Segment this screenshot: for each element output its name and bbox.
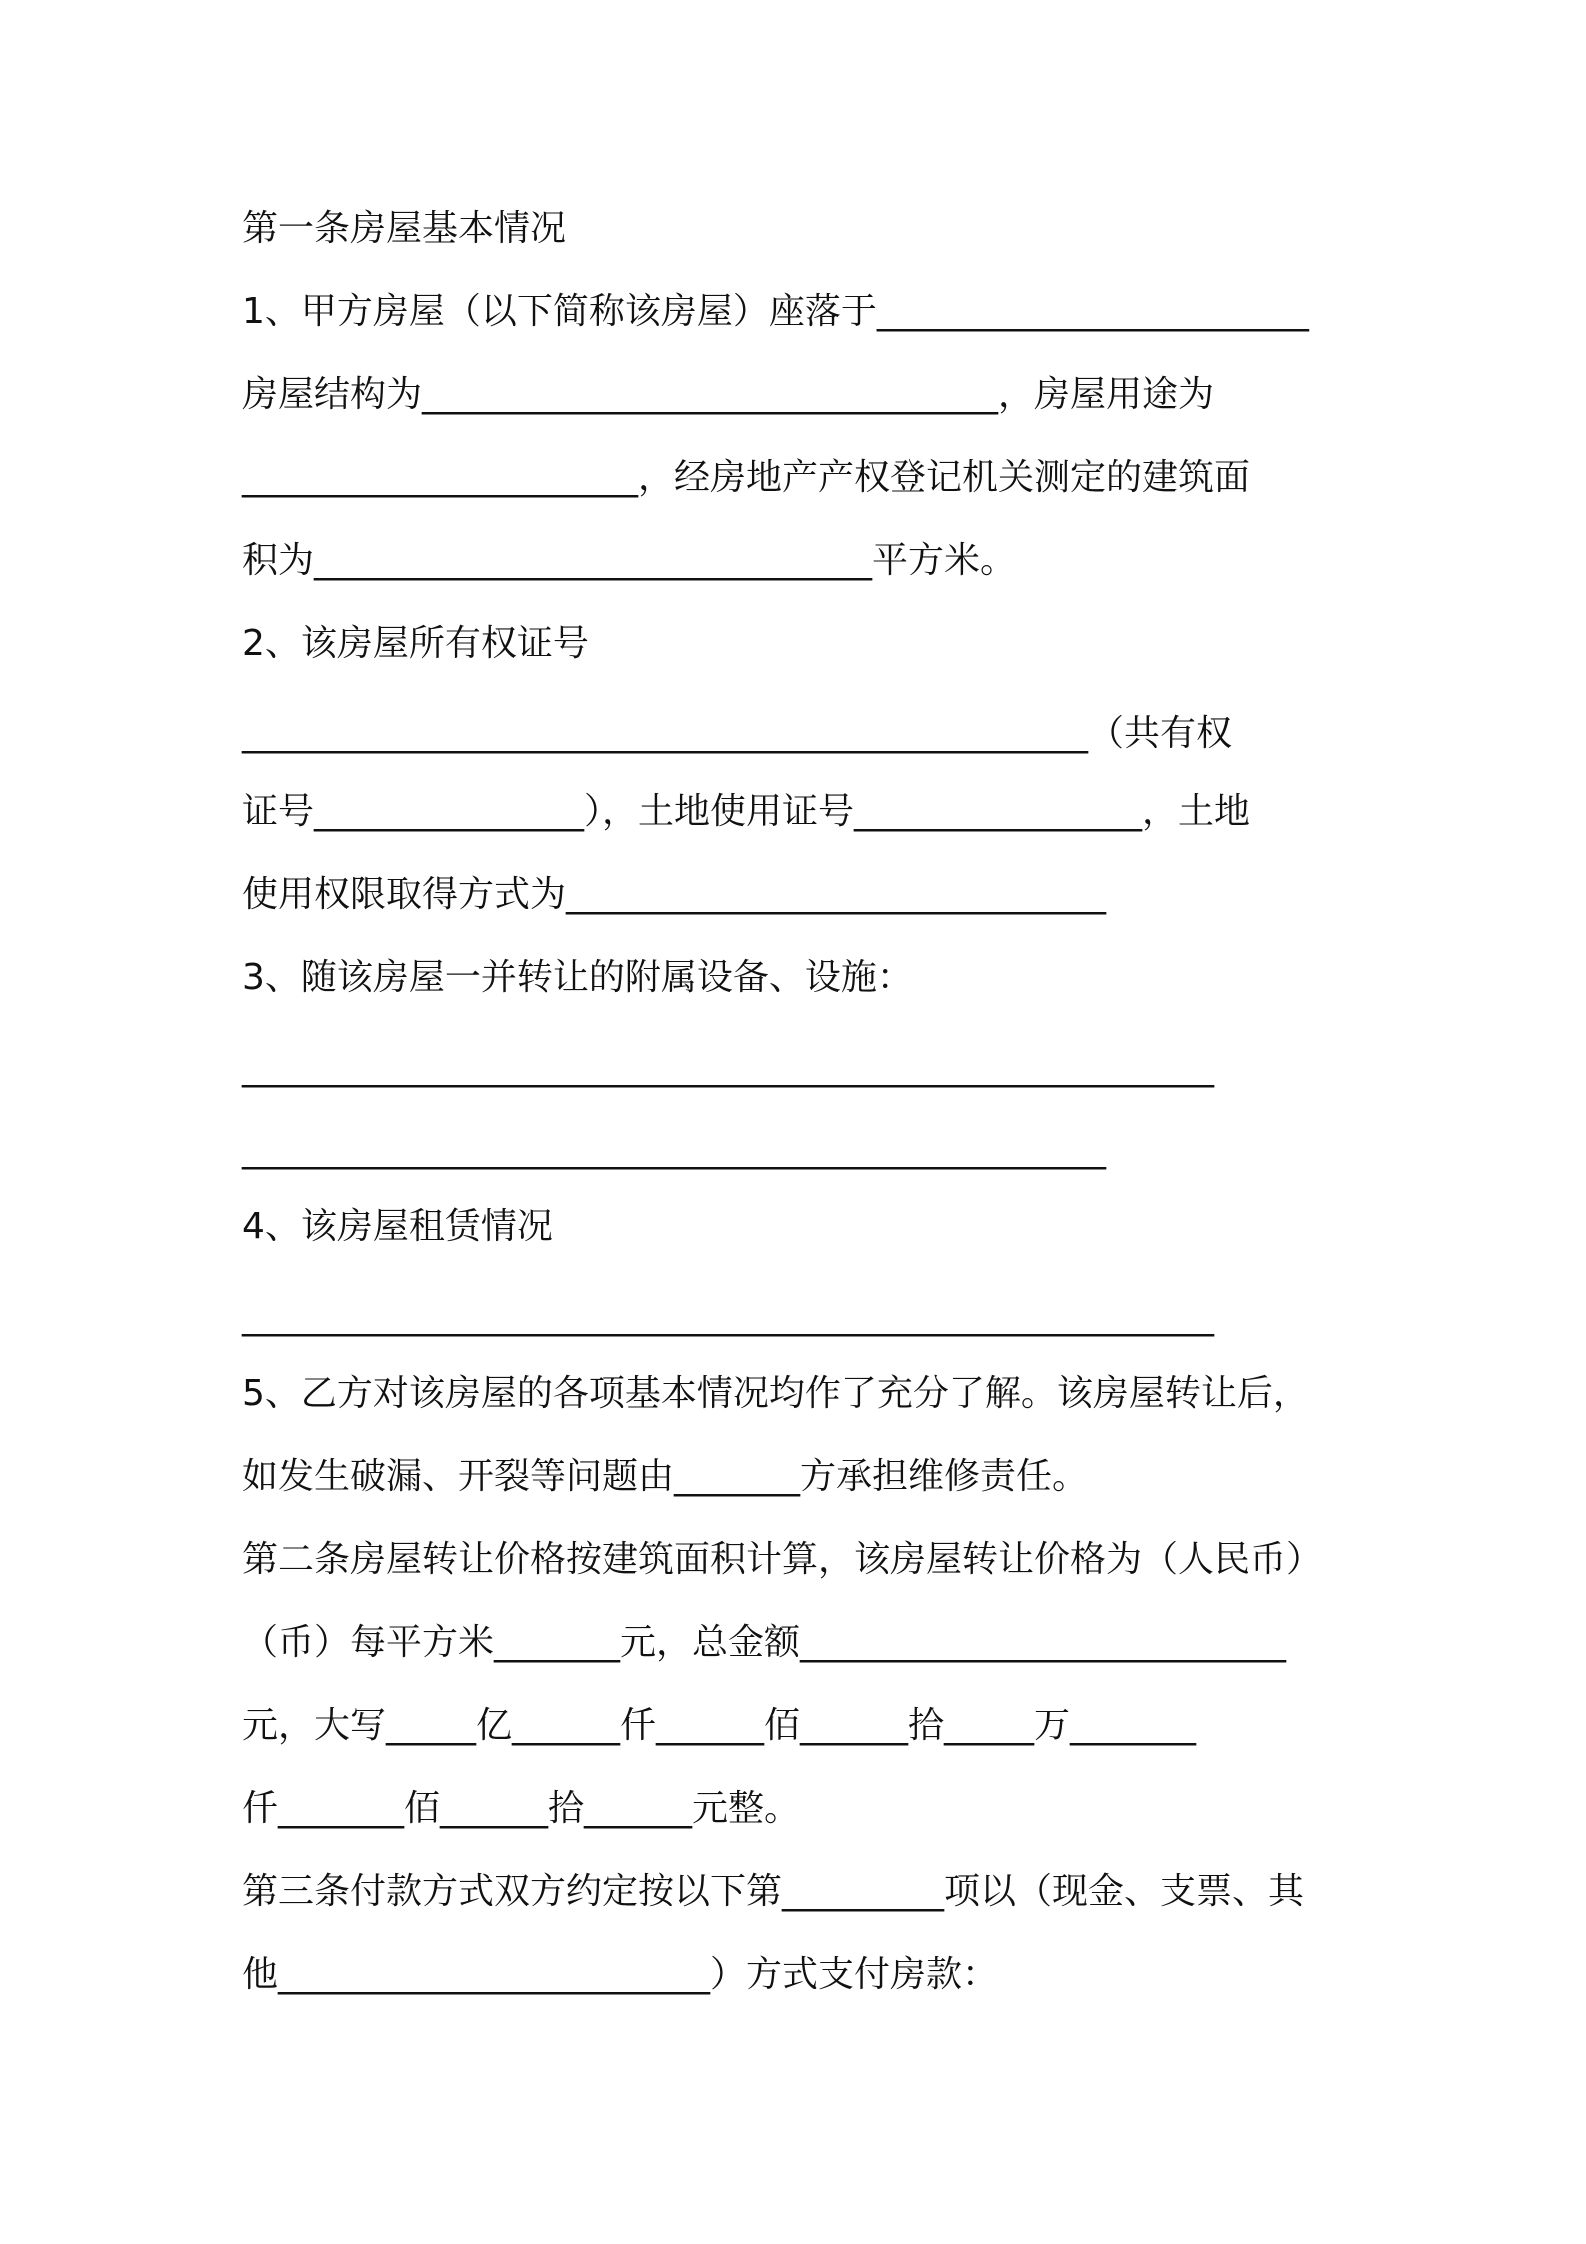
clause-4-blank: ______________________________________________________ [242, 1296, 1214, 1337]
clause-4-heading: 4、该房屋租赁情况 [242, 1206, 553, 1247]
clause-2-certificate-blank: _______________________________________________（共有权 [242, 713, 1233, 754]
clause-1-area: 积为_______________________________平方米。 [242, 540, 1017, 581]
article-2-unit-price: （币）每平方米_______元，总金额___________________________ [242, 1622, 1287, 1663]
clause-3-heading: 3、随该房屋一并转让的附属设备、设施： [242, 957, 913, 998]
article-2-amount-in-words-cont: 仟_______佰______拾______元整。 [242, 1788, 801, 1829]
clause-3-blank-2: ________________________________________________ [242, 1129, 1106, 1170]
clause-5-repair: 如发生破漏、开裂等问题由_______方承担维修责任。 [242, 1456, 1089, 1497]
article-3-payment-method: 他________________________）方式支付房款： [242, 1954, 999, 1995]
article-3-heading: 第三条付款方式双方约定按以下第_________项以（现金、支票、其 [242, 1871, 1305, 1912]
article-2-heading: 第二条房屋转让价格按建筑面积计算，该房屋转让价格为（人民币） [242, 1539, 1323, 1580]
article-2-amount-in-words: 元，大写_____亿______仟______佰______拾_____万_______ [242, 1705, 1197, 1746]
clause-1-location: 1、甲方房屋（以下简称该房屋）座落于________________________ [242, 291, 1309, 332]
clause-2-land-certificate: 证号_______________），土地使用证号________________，土地 [242, 791, 1251, 832]
article-1-heading: 第一条房屋基本情况 [242, 208, 567, 249]
clause-1-usage: ______________________，经房地产产权登记机关测定的建筑面 [242, 457, 1251, 498]
clause-5-text: 5、乙方对该房屋的各项基本情况均作了充分了解。该房屋转让后， [242, 1373, 1309, 1414]
clause-1-structure: 房屋结构为________________________________，房屋用途为 [242, 374, 1215, 415]
clause-2-heading: 2、该房屋所有权证号 [242, 623, 589, 664]
clause-3-blank-1: ______________________________________________________ [242, 1047, 1214, 1088]
clause-2-land-rights: 使用权限取得方式为______________________________ [242, 874, 1107, 915]
